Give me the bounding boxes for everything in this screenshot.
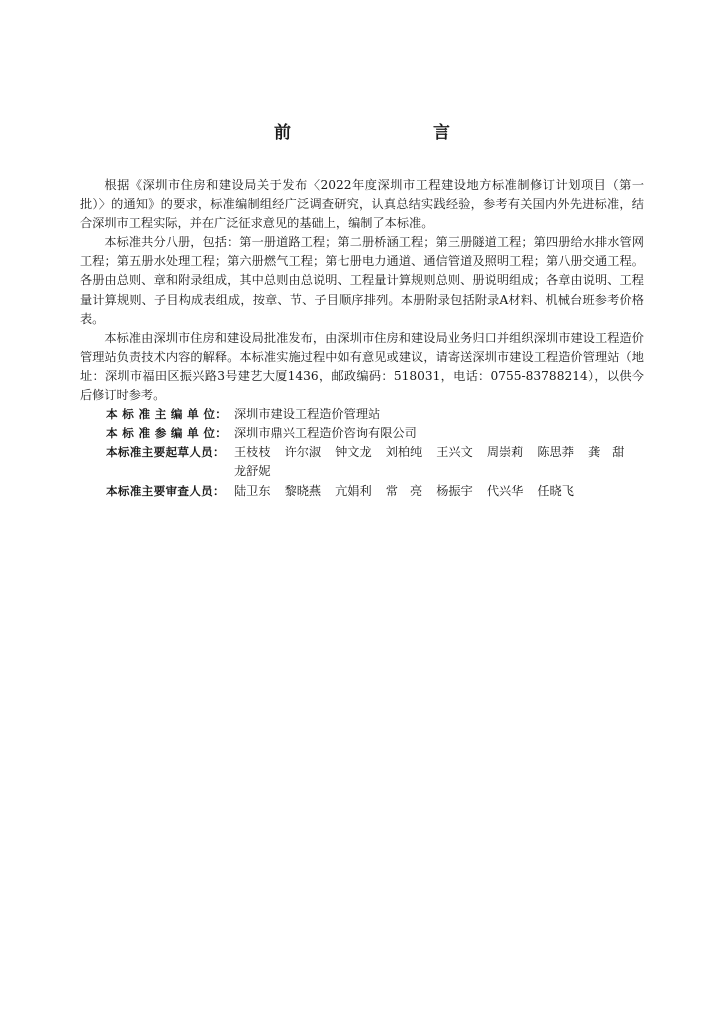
person-name: 龙舒妮 <box>234 464 271 479</box>
credit-names <box>234 443 644 481</box>
document-body <box>80 176 644 501</box>
person-name: 陈思莽 <box>537 445 574 460</box>
credit-label: 本标准主要审查人员： <box>106 483 225 498</box>
paragraph-structure: 本标准共分八册，包括：第一册道路工程；第二册桥涵工程；第三册隧道工程；第四册给水排水管网工程；第五册水处理工程；第六册燃气工程；第七册电力通道、通信管道及照明工程；第八册交通工程。各册由总则、章和附录组成，其中总则由总说明、工程量计算规则总则、册说明组成；各章由说明、工程量计算规则、子目构成表组成，按章、节、子目顺序排列。本册附录包括附录A材料、机械台班参考价格表。 <box>80 235 644 326</box>
person-name: 刘柏纯 <box>385 445 423 460</box>
person-name: 龚 甜 <box>587 445 625 460</box>
credit-label: 本 标 准 主 编 单 位： <box>106 407 228 422</box>
unit-name: 深圳市鼎兴工程造价咨询有限公司 <box>234 426 417 441</box>
paragraph-publication: 本标准由深圳市住房和建设局批准发布，由深圳市住房和建设局业务归口并组织深圳市建设工程造价管理站负责技术内容的解释。本标准实施过程中如有意见或建议，请寄送深圳市建设工程造价管理站（地址：深圳市福田区振兴路3号建艺大厦1436，邮政编码：518031，电话：0755-83788214），以供今后修订时参考。 <box>80 330 644 403</box>
credit-reviewers <box>80 482 644 501</box>
unit-name: 深圳市建设工程造价管理站 <box>234 407 381 422</box>
credit-drafters <box>80 443 644 481</box>
person-name: 钟文龙 <box>335 445 372 460</box>
credit-names <box>234 424 644 443</box>
person-name: 杨振宇 <box>436 483 473 498</box>
credit-label: 本 标 准 参 编 单 位： <box>106 426 228 441</box>
credit-names <box>234 482 644 501</box>
paragraph-basis: 根据《深圳市住房和建设局关于发布〈2022年度深圳市工程建设地方标准制修订计划项目（第一批）〉的通知》的要求，标准编制组经广泛调查研究，认真总结实践经验，参考有关国内外先进标准，结合深圳市工程实际，并在广泛征求意见的基础上，编制了本标准。 <box>80 178 644 231</box>
person-name: 王枝枝 <box>234 445 271 460</box>
credit-names <box>234 405 644 424</box>
person-name: 黎晓燕 <box>284 483 322 498</box>
credit-label: 本标准主要起草人员： <box>106 445 225 460</box>
person-name: 周崇莉 <box>486 445 524 460</box>
credit-participating-unit <box>80 424 644 443</box>
person-name: 常 亮 <box>385 483 423 498</box>
credit-chief-editor-unit <box>80 405 644 424</box>
page-title: 前 言 <box>274 123 486 143</box>
person-name: 许尔淑 <box>284 445 322 460</box>
person-name: 陆卫东 <box>234 483 271 498</box>
person-name: 亢娟利 <box>335 483 372 498</box>
person-name: 代兴华 <box>486 483 524 498</box>
person-name: 任晓飞 <box>537 483 574 498</box>
person-name: 王兴文 <box>436 445 473 460</box>
